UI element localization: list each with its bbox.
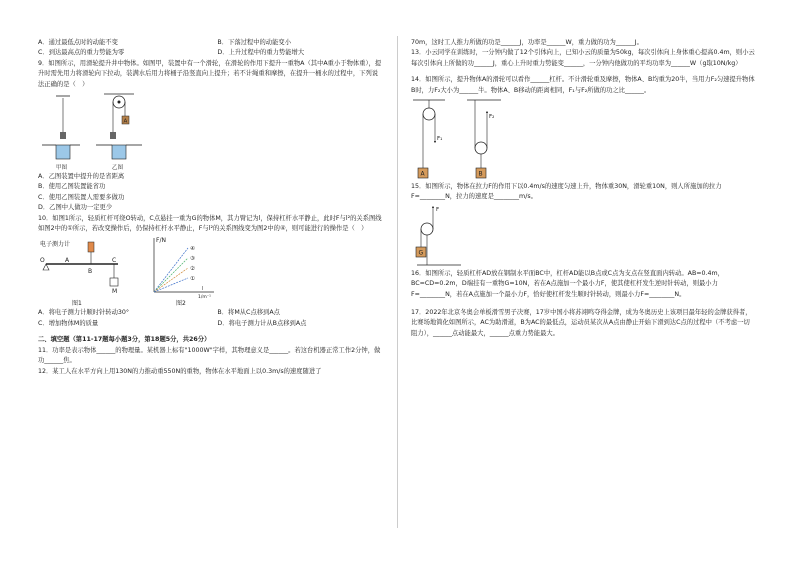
q8-option-a: A．通过最低点时的动能不变 [38,39,118,46]
block-g-label: G [418,249,424,257]
q10-figures [38,234,383,308]
q12: 12．某工人在水平方向上用130N的力推动重550N的重物，物体在水平地面上以0.3m/s的速度随进了 [38,367,322,375]
q14: 14．如图所示，提升物体A的滑轮可以看作______杠杆。不计滑轮重及摩擦，物体A、B均重为20牛，当用力F₂匀速提升物体B时，力F₂大小为______牛。物体A、B移动的距离相同，F₁与F₂所做的功之比______。 [411,76,755,94]
point-b-label: B [88,268,93,276]
q11: 11．功率是表示物体______的物理量。某机器上标有"1000W"字样，其物理意义是______。若这台机器正常工作2分钟，做功______焦。 [38,346,381,365]
q16: 16．如图所示，轻质杠杆AD放在钢制水平面BC中，杠杆AD能以B点或C点为支点在竖直面内转动。AB=0.4m，BC=CD=0.2m，D端挂有一重物G=10N，若在A点施加一个最小力F，使其使杠杆发生逆时针转动，则最小力F=________N，若在A点施加一个最小力F，恰好使杠杆发生顺时针转动，则最小力F=________N。 [411,269,724,298]
q13: 13．小云同学在训练时，一分钟内做了12个引体向上，已知小云的质量为50kg，每次引体向上身体重心提高0.4m，则小云每次引体向上所做的功______J，重心上升时重力势能变______，一分钟内他做功的平均功率为______W（g取10N/kg） [411,49,755,67]
q15-figure-svg [411,203,491,269]
right-column [411,38,756,339]
meter-label: 电子测力计 [40,241,71,249]
q9-stem: 9．如图所示，用滑轮提升井中物体。如图甲，装置中有一个滑轮，在滑轮的作用下提升一重物A（其中A重小于物体重），提升时需先用力将滑轮向下拉动，装满水后用力将桶子沿竖直向上提升；若不计绳重和摩擦，在提升一桶水的过程中，下列说法正确的是（ ） [38,59,382,88]
fig2-x-label: 1/m⁻¹ [198,295,211,301]
section-2-heading: 二、填空题（第11-17题每小题3分，第18题5分，共26分） [38,336,211,344]
fig2-caption: 图2 [176,300,186,308]
line-1 [154,278,188,292]
line-1-label: ① [190,276,195,283]
q8-option-b: B．下落过程中的动能变小 [217,39,291,46]
column-divider [397,36,398,528]
f2-label: F₂ [489,114,495,121]
q9-option-d: D．乙图中人做功一定更少 [38,204,113,212]
line-3 [154,258,188,292]
q9-figure-svg [38,90,148,172]
movable-pulley-icon [475,142,487,154]
fixed-pulley-icon [423,108,435,120]
well-a-water [56,145,70,159]
q10-stem: 10．如图1所示，轻质杠杆可绕O转动，C点悬挂一重为G的物体M，其力臂记为l，保持杠杆水平静止，此时F与l²的关系图线如图2中的①所示，若改变操作后，仍保持杠杆水平静止，F与l²的关系图线变为图2中的④，则可能进行的操作是（ ） [38,214,382,233]
left-column [38,38,383,377]
q10-options-row1 [38,308,383,318]
well-b-bucket [110,132,116,139]
q8-option-c: C．到达最高点的重力势能为零 [38,49,125,57]
caption-yi: 乙图 [112,165,124,172]
q14-figure [411,96,756,182]
fig2-y-label: F/N [156,237,166,245]
weight-m [110,278,118,286]
q10-option-a: A．将电子测力计顺时针转动30° [38,309,130,317]
q15: 15．如图所示，物体在拉力F的作用下以0.4m/s的速度匀速上升，物体重30N，滑轮重10N，则人所施加的拉力F=________N，拉力的速度是________m/s。 [411,183,722,201]
f1-label: F₁ [437,136,443,143]
q9-option-a: A．乙图装置中提升的是省距离 [38,173,125,181]
force-meter-icon [88,242,94,252]
line-3-label: ③ [190,256,195,263]
point-c-label: C [112,257,117,265]
q17: 17．2022年北京冬奥会单板滑雪男子决赛，17岁中国小将苏翊鸣夺得金牌，成为冬奥历史上该项目最年轻的金牌获得者，比赛场地简化如图所示，AC为助滑道，B为AC的最低点，运动员某次从A点由静止开始下滑到达C点的过程中（不考虑一切阻力），______点动能最大，______点重力势能最大。 [411,309,752,337]
well-a-bucket [60,132,66,139]
pulley-icon-q15 [421,223,433,235]
q10-option-c: C．增加物体M的质量 [38,319,99,327]
pulley-axle [118,101,121,104]
q9-option-c: C．使用乙图装置人需要多做功 [38,193,125,201]
q10-option-d: D．将电子测力计从B点移到A点 [217,319,307,327]
weight-label-a: A [123,118,128,125]
q8-option-d: D．上升过程中的重力势能增大 [217,49,305,57]
well-b-water [112,145,126,159]
point-o-label: O [40,257,45,265]
q8-options-row2 [38,48,383,58]
caption-jia: 甲图 [56,165,68,172]
fig1-caption: 图1 [72,300,82,308]
q10-options-row2 [38,319,383,329]
q12-continued: 70m，这时工人推力所做的功是______J，功率是______W，重力做的功为______J。 [411,39,643,46]
q9-option-b: B．使用乙图装置能省功 [38,183,106,191]
fig2-x-l: l [202,287,204,293]
pivot-icon [43,264,49,270]
line-4 [154,248,188,292]
line-4-label: ④ [190,246,195,253]
block-b-label: B [478,170,483,178]
block-a-label: A [420,170,425,178]
q8-options-row1 [38,38,383,48]
q9-figure [38,90,383,172]
q14-figure-svg [411,96,531,182]
weight-m-label: M [112,288,118,296]
line-2-label: ② [190,266,195,273]
q10-figures-svg [38,234,258,308]
point-a-label: A [65,257,70,265]
f-label: F [436,206,440,213]
q15-figure [411,203,756,269]
q10-option-b: B．将M从C点移到A点 [217,309,280,317]
